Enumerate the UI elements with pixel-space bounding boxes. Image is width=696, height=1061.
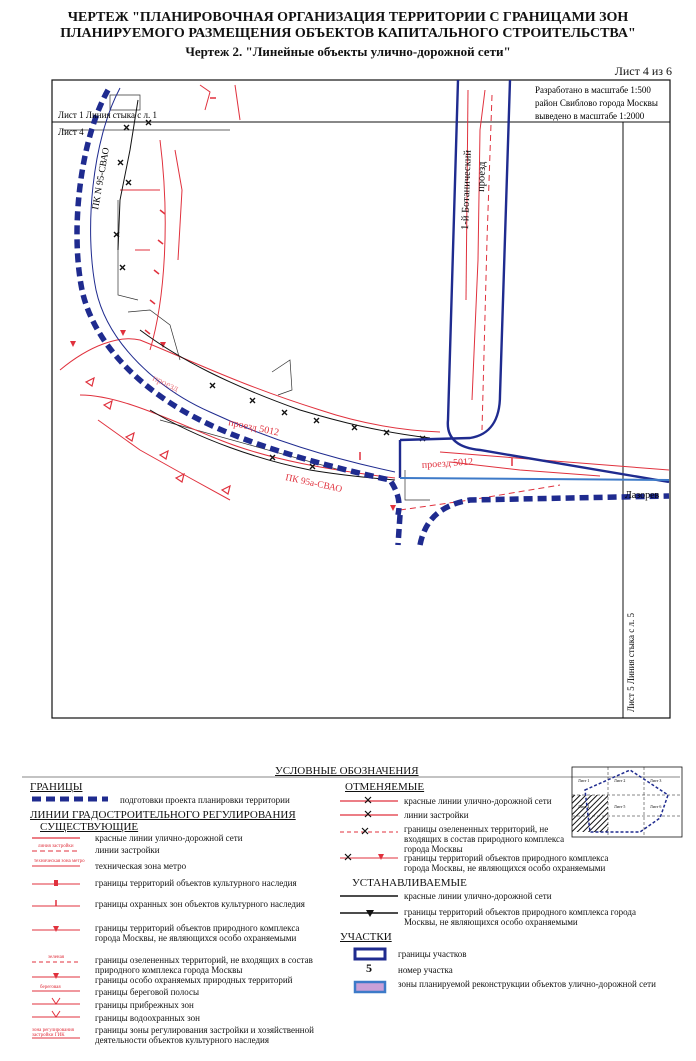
planning-boundary-bottom [398,515,400,545]
legend-symbol-cancel-nature-triangle [378,854,384,860]
key-sheet-6: Лист 6 [650,804,662,809]
pk-95-label: ПК N 95-СВАО [91,146,112,211]
scale-note-2: район Свиблово города Москвы [535,98,658,108]
planning-boundary-right [420,496,669,545]
key-sheet-4: Лист 4 [578,804,590,809]
legend-sample-building: линия застройки [38,844,74,849]
legend-heading: УСЛОВНЫЕ ОБОЗНАЧЕНИЯ [275,765,419,777]
legend-existing-8: границы особо охраняемых природных территорий [95,975,293,985]
legend-symbol-cancel-green-cross [362,828,368,834]
pk-95a-label: ПК 95а-СВАО [284,473,343,495]
plot-boundary-east [400,80,510,440]
legend-existing-4: границы территорий объектов культурного наследия [95,878,297,888]
street-label-botanic-2: проезд [476,161,489,193]
legend-sample-shore: береговая [40,985,61,990]
key-sheet-5: Лист 5 [614,804,626,809]
legend-symbol-cancel-cross [365,797,371,803]
legend-cancelled-1: красные линии улично-дорожной сети [404,796,552,806]
document-subtitle: Чертеж 2. "Линейные объекты улично-дорожной сети" [185,44,511,59]
legend-cancelled-heading: ОТМЕНЯЕМЫЕ [345,781,425,793]
legend-symbol-cancel-nature-cross [345,854,351,860]
sheet-number: Лист 4 из 6 [614,64,672,78]
legend-symbol-nature-triangle [53,926,59,932]
street-label-faded: проезд [150,373,180,395]
legend-symbol-water-mark [52,1011,60,1017]
legend-sample-green: зеленая [48,955,65,960]
sheet-5-join-label: Лист 5 Линия стыка с л. 5 [626,613,636,712]
legend-existing-7: границы озелененных территорий, не входящих в состав природного комплекса города Москвы [95,955,313,975]
legend-existing-2: линии застройки [95,845,160,855]
legend-symbol-coastal-mark [52,998,60,1004]
legend-established-heading: УСТАНАВЛИВАЕМЫЕ [352,877,467,889]
legend-symbol-plot-zone [355,982,385,992]
plot-boundary-west [448,80,669,482]
legend-existing-3: техническая зона метро [95,861,187,871]
legend-borders-heading: ГРАНИЦЫ [30,781,83,793]
legend-existing-5: границы охранных зон объектов культурного наследия [95,899,305,909]
street-label-proezd-5012-a: проезд 5012 [227,417,280,439]
legend-symbol-protected-triangle [53,973,59,979]
sheet-4-label: Лист 4 [58,127,84,137]
legend-planning-boundary: подготовки проекта планировки территории [120,795,290,805]
legend-existing-1: красные линии улично-дорожной сети [95,833,243,843]
legend-existing-6: границы территорий объектов природного комплекса города Москвы, не являющихся особо охраняемыми [95,923,300,943]
legend-sample-regulation: зона регулирования застройки ГИК [32,1028,74,1038]
key-sheet-2: Лист 2 [614,778,626,783]
street-label-botanic-1: 1-й Ботанический [460,149,474,231]
legend-existing-10: границы прибрежных зон [95,1000,194,1010]
document-title-line-2: ПЛАНИРУЕМОГО РАЗМЕЩЕНИЯ ОБЪЕКТОВ КАПИТАЛЬНОГО СТРОИТЕЛЬСТВА" [60,26,636,41]
scale-note-1: Разработано в масштабе 1:500 [535,85,651,95]
legend-plot-number-sample: 5 [366,961,372,975]
sheet-1-join-label: Лист 1 Линия стыка с л. 1 [58,110,157,120]
legend-cancelled-4: границы территорий объектов природного комплекса города Москвы, не являющихся особо охраняемыми [404,853,609,873]
legend-existing-9: границы береговой полосы [95,987,200,997]
legend-plots-zone: зоны планируемой реконструкции объектов улично-дорожной сети [398,979,656,989]
legend-plots-heading: УЧАСТКИ [340,931,392,943]
legend-established-2: границы территорий объектов природного комплекса города Москвы, не являющихся особо охраняемыми [404,907,636,927]
legend-cancelled-2: линии застройки [404,810,469,820]
legend-established-1: красные линии улично-дорожной сети [404,891,552,901]
legend-symbol-plot-border [355,949,385,959]
key-sheet-3: Лист 3 [650,778,662,783]
planning-boundary [77,90,399,515]
existing-red-lines [60,85,669,500]
key-sheet-1: Лист 1 [578,778,590,783]
legend-plots-border: границы участков [398,949,467,959]
document-title-line-1: ЧЕРТЕЖ "ПЛАНИРОВОЧНАЯ ОРГАНИЗАЦИЯ ТЕРРИТОРИИ С ГРАНИЦАМИ ЗОН [67,10,629,25]
street-label-proezd-5012-b: проезд 5012 [421,456,474,471]
legend-cancelled-3: границы озелененных территорий, не входящих в состав природного комплекса города Москвы [404,824,565,854]
legend-symbol-heritage-mark [54,880,58,886]
legend-regulation-heading: ЛИНИИ ГРАДОСТРОИТЕЛЬНОГО РЕГУЛИРОВАНИЯ [30,809,296,821]
legend-sample-metro: техническая зона метро [34,859,85,864]
legend-symbol-cancel-building-cross [365,811,371,817]
legend-existing-heading: СУЩЕСТВУЮЩИЕ [40,821,139,833]
legend-plot-number: номер участка [398,965,453,975]
lazorev-line [400,478,669,480]
planning-boundary-inner [91,88,395,472]
scale-note-3: выведено в масштабе 1:2000 [535,111,645,121]
legend-existing-11: границы водоохранных зон [95,1013,200,1023]
street-label-lazorev: Лазорев [625,490,660,501]
legend-existing-12: границы зоны регулирования застройки и хозяйственной деятельности объектов культурного наследия [95,1025,314,1045]
map-frame [52,80,670,718]
building-lines [118,100,430,480]
